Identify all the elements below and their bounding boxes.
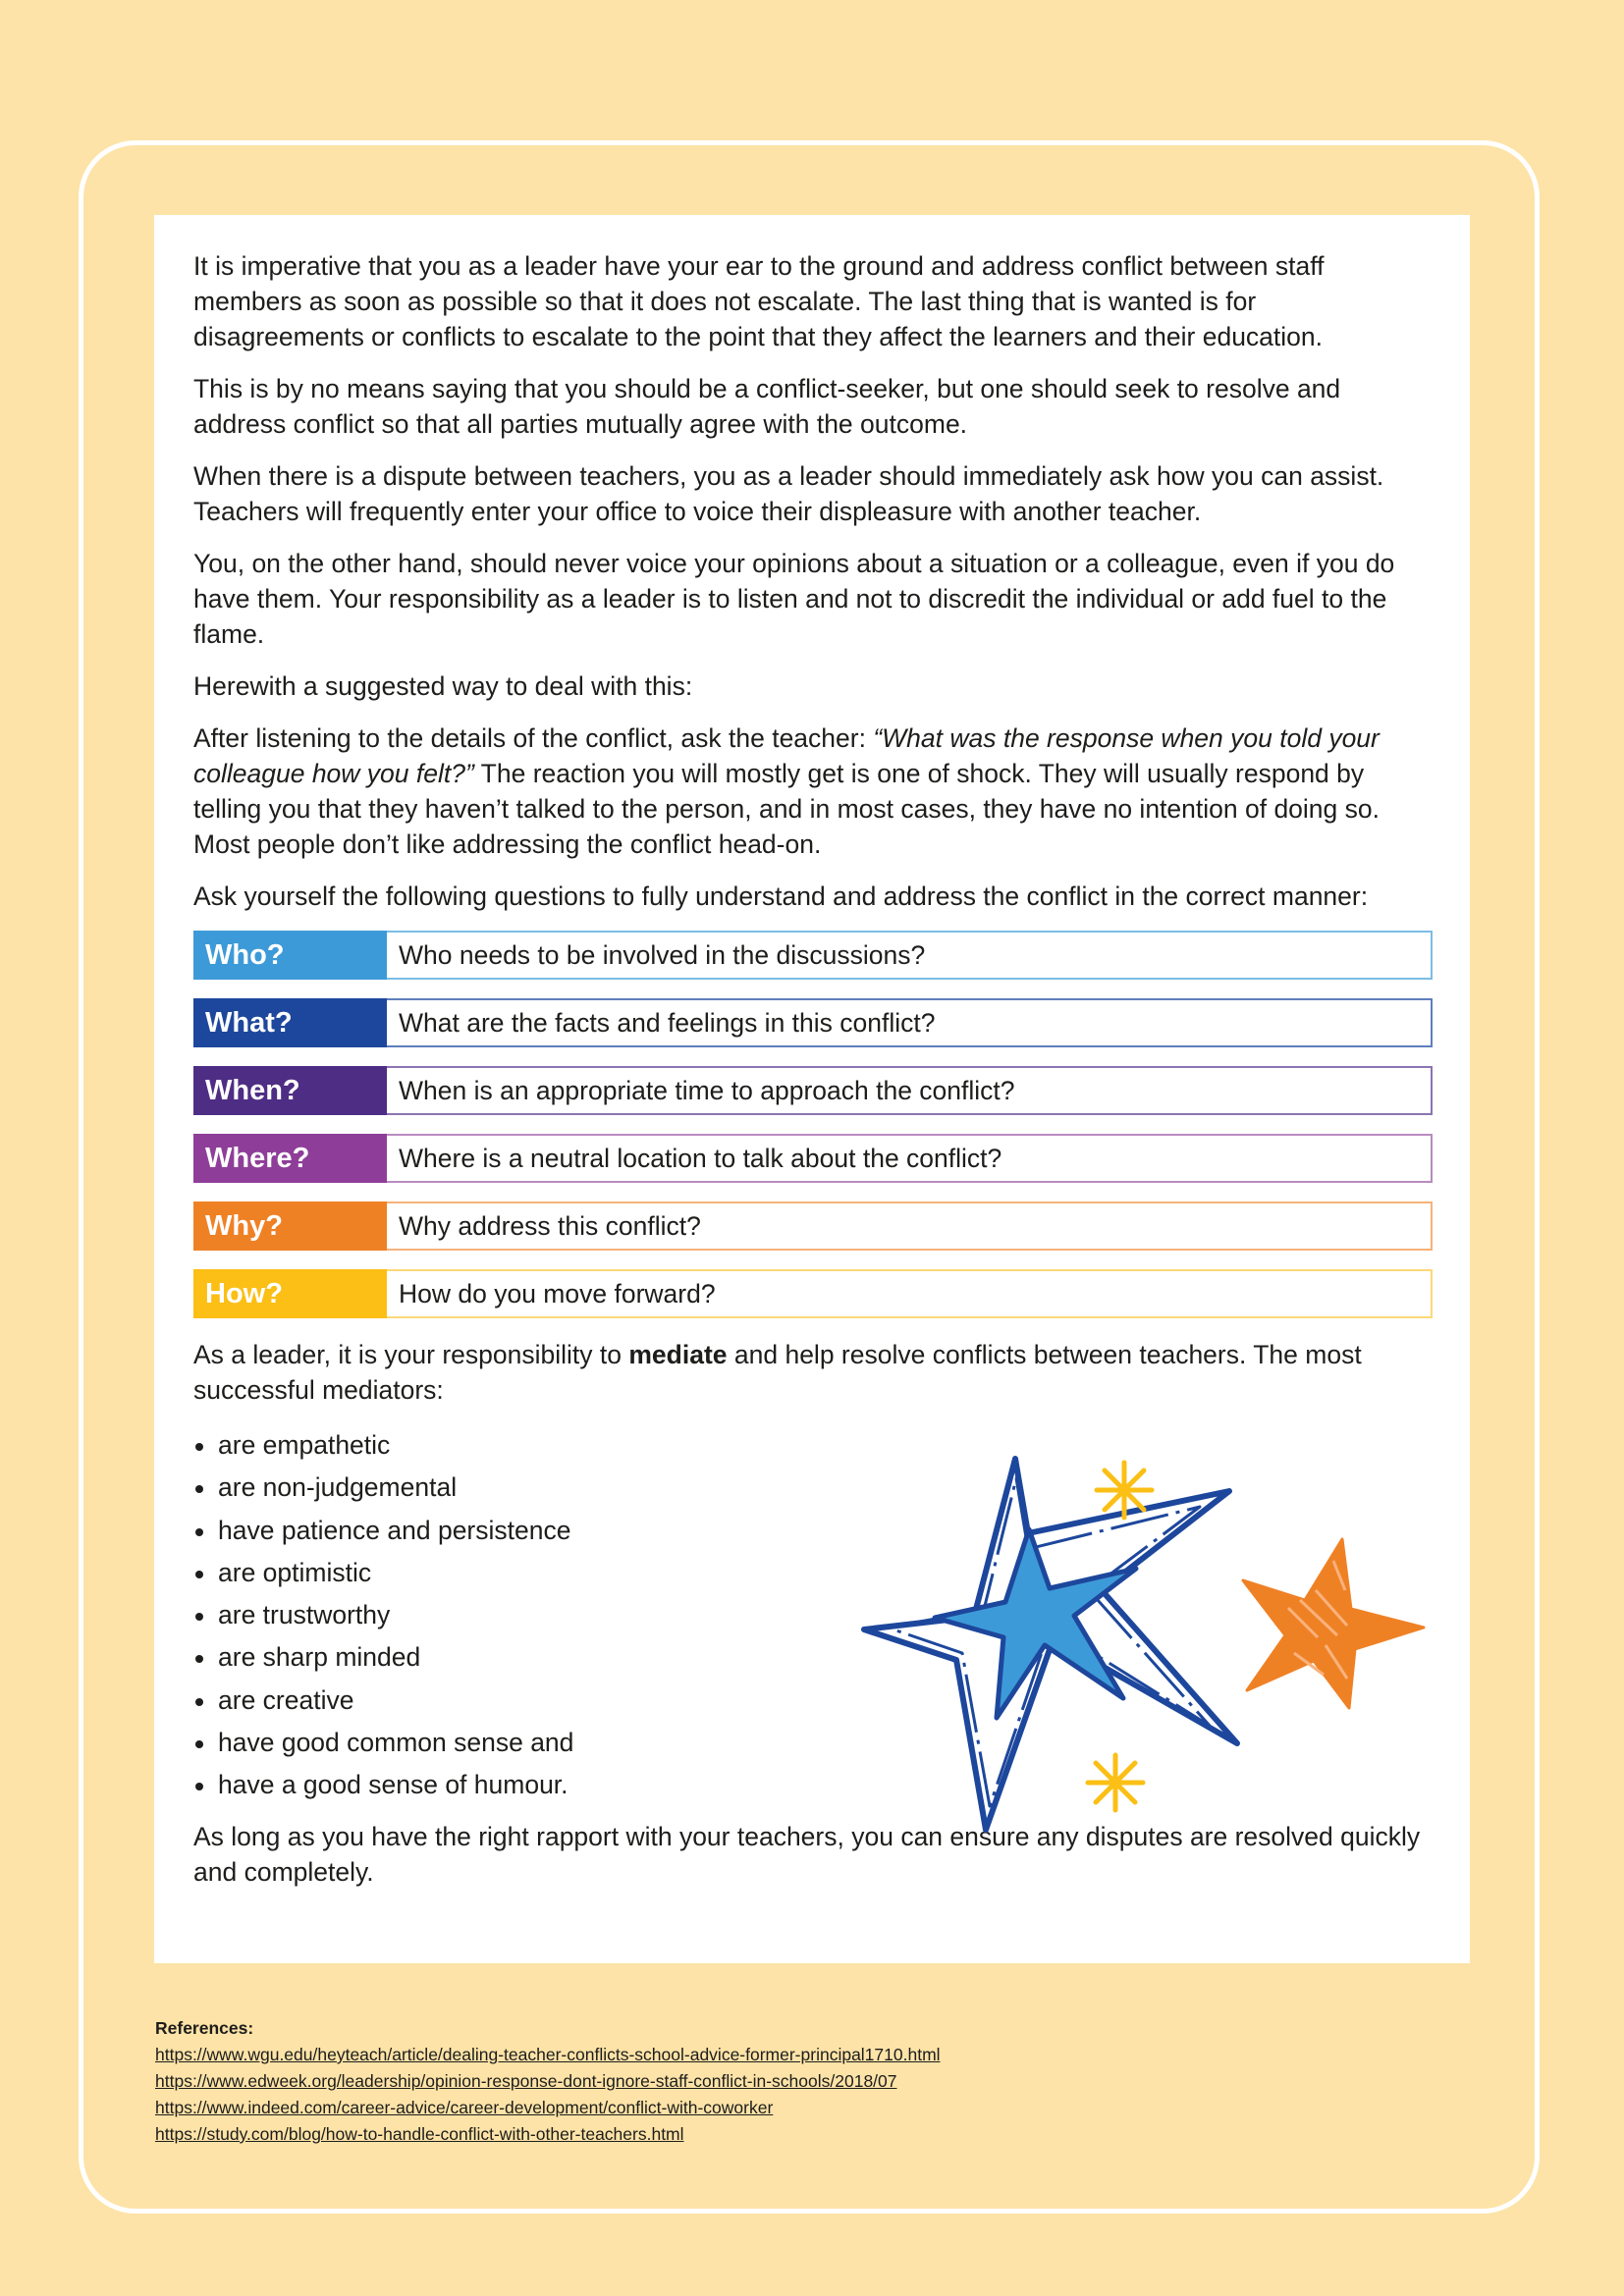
paragraph-listening	[193, 721, 1431, 862]
questions-table	[193, 931, 1431, 1318]
reference-link[interactable]: https://www.wgu.edu/heyteach/article/dealing-teacher-conflicts-school-advice-former-principal1710.html	[155, 2045, 941, 2064]
sparkle-top-icon	[1097, 1463, 1152, 1518]
question-row-where	[193, 1134, 1433, 1183]
question-text: Who needs to be involved in the discussions?	[387, 931, 1433, 980]
question-text: When is an appropriate time to approach the conflict?	[387, 1066, 1433, 1115]
list-item: are non-judgemental	[193, 1467, 1431, 1509]
paragraph-conflict-seeker: This is by no means saying that you should be a conflict-seeker, but one should seek to resolve and address conflict so that all parties mutually agree with the outcome.	[193, 374, 1341, 439]
paragraph-closing: As long as you have the right rapport with your teachers, you can ensure any disputes are resolved quickly and completely.	[193, 1821, 1421, 1887]
question-text: How do you move forward?	[387, 1269, 1433, 1318]
list-item: are empathetic	[193, 1424, 1431, 1467]
question-key: Why?	[193, 1201, 387, 1251]
references-title: References:	[155, 2018, 254, 2038]
mediate-text-end: and help resolve conflicts between teachers. The most successful mediators:	[193, 1340, 1362, 1405]
question-key: Where?	[193, 1134, 387, 1183]
paragraph-dispute: When there is a dispute between teachers, you as a leader should immediately ask how you can assist. Teachers will frequently enter your office to voice their displeasure with another teacher.	[193, 461, 1384, 526]
question-text: What are the facts and feelings in this conflict?	[387, 998, 1433, 1047]
question-key: Who?	[193, 931, 387, 980]
list-item: have good common sense and	[193, 1722, 1431, 1764]
references-section	[155, 2015, 941, 2148]
question-text: Why address this conflict?	[387, 1201, 1433, 1251]
question-row-what	[193, 998, 1433, 1047]
paragraph-opinions: You, on the other hand, should never voice your opinions about a situation or a colleague, even if you do have them. Your responsibility as a leader is to listen and not to discredit the individual or add fuel to the flame.	[193, 549, 1395, 649]
paragraph-ask-yourself: Ask yourself the following questions to fully understand and address the conflict in the correct manner:	[193, 881, 1369, 911]
paragraph-intro: It is imperative that you as a leader have your ear to the ground and address conflict between staff members as soon as possible so that it does not escalate. The last thing that is wanted is for disagreements or conflicts to escalate to the point that they affect the learners and their education.	[193, 251, 1325, 351]
reference-link[interactable]: https://www.edweek.org/leadership/opinion-response-dont-ignore-staff-conflict-in-schools/2018/07	[155, 2071, 897, 2091]
mediate-keyword: mediate	[628, 1340, 728, 1369]
question-key: When?	[193, 1066, 387, 1115]
question-key: How?	[193, 1269, 387, 1318]
question-key: What?	[193, 998, 387, 1047]
orange-star-icon	[1243, 1539, 1424, 1708]
list-item: are sharp minded	[193, 1636, 1431, 1679]
list-item: have patience and persistence	[193, 1510, 1431, 1552]
question-row-why	[193, 1201, 1433, 1251]
list-item: are optimistic	[193, 1552, 1431, 1594]
reference-link[interactable]: https://www.indeed.com/career-advice/career-development/conflict-with-coworker	[155, 2098, 774, 2117]
question-row-who	[193, 931, 1433, 980]
listening-text-end: The reaction you will mostly get is one of shock. They will usually respond by telling you that they haven’t talked to the person, and in most cases, they have no intention of doing so. Most people don’t like addressing the conflict head-on.	[193, 759, 1380, 859]
question-text: Where is a neutral location to talk about the conflict?	[387, 1134, 1433, 1183]
question-row-when	[193, 1066, 1433, 1115]
list-item: are creative	[193, 1680, 1431, 1722]
listening-text-start: After listening to the details of the conflict, ask the teacher:	[193, 723, 874, 753]
teacher-question-quote: “What was the response when you told your colleague how you felt?”	[193, 723, 1380, 788]
sparkle-bottom-icon	[1088, 1755, 1143, 1810]
list-item: have a good sense of humour.	[193, 1764, 1431, 1806]
paragraph-mediate	[193, 1337, 1431, 1408]
mediate-text-start: As a leader, it is your responsibility to	[193, 1340, 629, 1369]
reference-link[interactable]: https://study.com/blog/how-to-handle-conflict-with-other-teachers.html	[155, 2124, 684, 2144]
question-row-how	[193, 1269, 1433, 1318]
list-item: are trustworthy	[193, 1594, 1431, 1636]
stars-illustration	[856, 1443, 1435, 1845]
paragraph-suggested-way: Herewith a suggested way to deal with this:	[193, 671, 693, 701]
